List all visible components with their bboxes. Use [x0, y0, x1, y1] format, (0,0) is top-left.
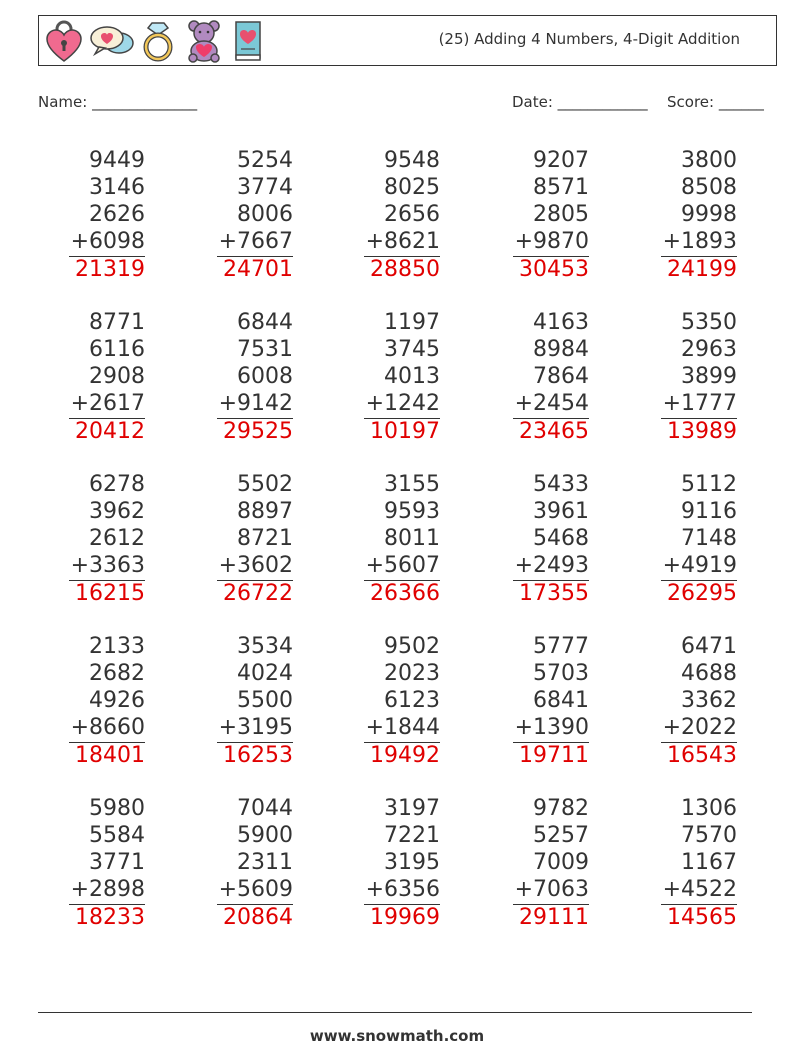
- addend: 6008: [237, 364, 293, 389]
- addend: 5777: [533, 634, 589, 659]
- addend: 3195: [384, 850, 440, 875]
- addend: 7044: [237, 796, 293, 821]
- addend: 3899: [681, 364, 737, 389]
- addition-problem: [35, 471, 145, 611]
- addend-with-plus: +3602: [218, 553, 293, 578]
- answer: 18233: [75, 905, 145, 930]
- addend: 4163: [533, 310, 589, 335]
- answer: 28850: [370, 257, 440, 282]
- answer: 20412: [75, 419, 145, 444]
- addend: 2963: [681, 337, 737, 362]
- answer: 30453: [519, 257, 589, 282]
- addition-problem: [627, 309, 737, 449]
- addend: 3155: [384, 472, 440, 497]
- addend: 8011: [384, 526, 440, 551]
- addend: 9449: [89, 148, 145, 173]
- addition-problem: [330, 633, 440, 773]
- addend: 7148: [681, 526, 737, 551]
- addend-with-plus: +6356: [365, 877, 440, 902]
- addition-problem: [479, 147, 589, 287]
- addend: 6471: [681, 634, 737, 659]
- addend: 3774: [237, 175, 293, 200]
- addend: 5468: [533, 526, 589, 551]
- addend: 7570: [681, 823, 737, 848]
- addend-with-plus: +2454: [514, 391, 589, 416]
- addend: 6123: [384, 688, 440, 713]
- addend: 8771: [89, 310, 145, 335]
- answer: 16215: [75, 581, 145, 606]
- answer: 26366: [370, 581, 440, 606]
- addition-problem: [35, 795, 145, 935]
- addend: 3771: [89, 850, 145, 875]
- answer: 16253: [223, 743, 293, 768]
- date-field[interactable]: Date: ____________: [512, 93, 648, 111]
- addend: 5980: [89, 796, 145, 821]
- addition-problem: [183, 471, 293, 611]
- answer: 29525: [223, 419, 293, 444]
- addend: 9782: [533, 796, 589, 821]
- addend: 4926: [89, 688, 145, 713]
- addend: 5703: [533, 661, 589, 686]
- addition-problem: [330, 147, 440, 287]
- addition-problem: [183, 795, 293, 935]
- addend: 5584: [89, 823, 145, 848]
- addition-problem: [330, 309, 440, 449]
- teddy-bear-icon: [185, 19, 223, 63]
- addend: 5112: [681, 472, 737, 497]
- addend: 6844: [237, 310, 293, 335]
- answer: 16543: [667, 743, 737, 768]
- worksheet-header: [38, 15, 777, 66]
- answer: 19711: [519, 743, 589, 768]
- answer: 24199: [667, 257, 737, 282]
- addend: 1306: [681, 796, 737, 821]
- addition-problem: [479, 633, 589, 773]
- answer: 26295: [667, 581, 737, 606]
- answer: 21319: [75, 257, 145, 282]
- addend: 7221: [384, 823, 440, 848]
- addend: 4013: [384, 364, 440, 389]
- score-field[interactable]: Score: ______: [667, 93, 764, 111]
- addend: 5500: [237, 688, 293, 713]
- heart-book-icon: [231, 19, 265, 63]
- addend-with-plus: +5609: [218, 877, 293, 902]
- addend: 2133: [89, 634, 145, 659]
- addition-problem: [627, 147, 737, 287]
- addition-problem: [183, 147, 293, 287]
- addition-problem: [330, 471, 440, 611]
- addend-with-plus: +3363: [70, 553, 145, 578]
- addend-with-plus: +9142: [218, 391, 293, 416]
- addend: 8006: [237, 202, 293, 227]
- addition-problem: [183, 633, 293, 773]
- addend: 3362: [681, 688, 737, 713]
- addend: 2682: [89, 661, 145, 686]
- addend-with-plus: +1242: [365, 391, 440, 416]
- addend: 1197: [384, 310, 440, 335]
- addend: 2612: [89, 526, 145, 551]
- ring-icon: [141, 19, 175, 63]
- answer: 19969: [370, 905, 440, 930]
- answer: 23465: [519, 419, 589, 444]
- answer: 18401: [75, 743, 145, 768]
- addend: 9116: [681, 499, 737, 524]
- addend: 3197: [384, 796, 440, 821]
- addend-with-plus: +1390: [514, 715, 589, 740]
- addend: 6278: [89, 472, 145, 497]
- addition-problem: [330, 795, 440, 935]
- speech-bubbles-heart-icon: [89, 19, 135, 63]
- addend-with-plus: +4522: [662, 877, 737, 902]
- addend-with-plus: +9870: [514, 229, 589, 254]
- addend: 4024: [237, 661, 293, 686]
- addend-with-plus: +2022: [662, 715, 737, 740]
- answer: 13989: [667, 419, 737, 444]
- addend: 9998: [681, 202, 737, 227]
- addition-problem: [35, 633, 145, 773]
- addend: 9207: [533, 148, 589, 173]
- addend: 3146: [89, 175, 145, 200]
- addend: 2656: [384, 202, 440, 227]
- addend-with-plus: +7063: [514, 877, 589, 902]
- answer: 26722: [223, 581, 293, 606]
- addend: 5254: [237, 148, 293, 173]
- addend-with-plus: +2898: [70, 877, 145, 902]
- heart-lock-icon: [45, 19, 83, 63]
- addend-with-plus: +1844: [365, 715, 440, 740]
- addition-problem: [479, 795, 589, 935]
- addition-problem: [627, 471, 737, 611]
- addition-problem: [35, 309, 145, 449]
- addend-with-plus: +5607: [365, 553, 440, 578]
- addend-with-plus: +1777: [662, 391, 737, 416]
- addend: 1167: [681, 850, 737, 875]
- addend: 2626: [89, 202, 145, 227]
- name-field[interactable]: Name: ______________: [38, 93, 198, 111]
- addition-problem: [183, 309, 293, 449]
- addend-with-plus: +2493: [514, 553, 589, 578]
- answer: 29111: [519, 905, 589, 930]
- addend: 2908: [89, 364, 145, 389]
- answer: 24701: [223, 257, 293, 282]
- addend-with-plus: +7667: [218, 229, 293, 254]
- addend-with-plus: +1893: [662, 229, 737, 254]
- addend: 7531: [237, 337, 293, 362]
- addend-with-plus: +8660: [70, 715, 145, 740]
- addend: 3745: [384, 337, 440, 362]
- addend: 5350: [681, 310, 737, 335]
- addition-problem: [479, 309, 589, 449]
- addend-with-plus: +6098: [70, 229, 145, 254]
- addend: 8897: [237, 499, 293, 524]
- addend: 8984: [533, 337, 589, 362]
- addend: 7009: [533, 850, 589, 875]
- addend: 5900: [237, 823, 293, 848]
- footer-site: www.snowmath.com: [309, 1027, 485, 1045]
- addend-with-plus: +8621: [365, 229, 440, 254]
- addend: 3961: [533, 499, 589, 524]
- addend: 5502: [237, 472, 293, 497]
- addition-problem: [35, 147, 145, 287]
- addend: 8721: [237, 526, 293, 551]
- addend-with-plus: +3195: [218, 715, 293, 740]
- answer: 10197: [370, 419, 440, 444]
- addend: 2805: [533, 202, 589, 227]
- addend: 5433: [533, 472, 589, 497]
- addend: 2023: [384, 661, 440, 686]
- addend: 4688: [681, 661, 737, 686]
- addend: 9548: [384, 148, 440, 173]
- addition-problem: [479, 471, 589, 611]
- addend: 8571: [533, 175, 589, 200]
- addend: 7864: [533, 364, 589, 389]
- addend: 9593: [384, 499, 440, 524]
- addend: 3962: [89, 499, 145, 524]
- answer: 17355: [519, 581, 589, 606]
- answer: 19492: [370, 743, 440, 768]
- addend: 5257: [533, 823, 589, 848]
- answer: 20864: [223, 905, 293, 930]
- addend: 9502: [384, 634, 440, 659]
- addition-problem: [627, 633, 737, 773]
- addend: 6116: [89, 337, 145, 362]
- addend: 3534: [237, 634, 293, 659]
- addend: 6841: [533, 688, 589, 713]
- footer-divider: [38, 1012, 752, 1013]
- answer: 14565: [667, 905, 737, 930]
- addend: 3800: [681, 148, 737, 173]
- worksheet-title: (25) Adding 4 Numbers, 4-Digit Addition: [438, 30, 740, 48]
- addend: 2311: [237, 850, 293, 875]
- addend-with-plus: +4919: [662, 553, 737, 578]
- addition-problem: [627, 795, 737, 935]
- addend: 8508: [681, 175, 737, 200]
- addend-with-plus: +2617: [70, 391, 145, 416]
- addend: 8025: [384, 175, 440, 200]
